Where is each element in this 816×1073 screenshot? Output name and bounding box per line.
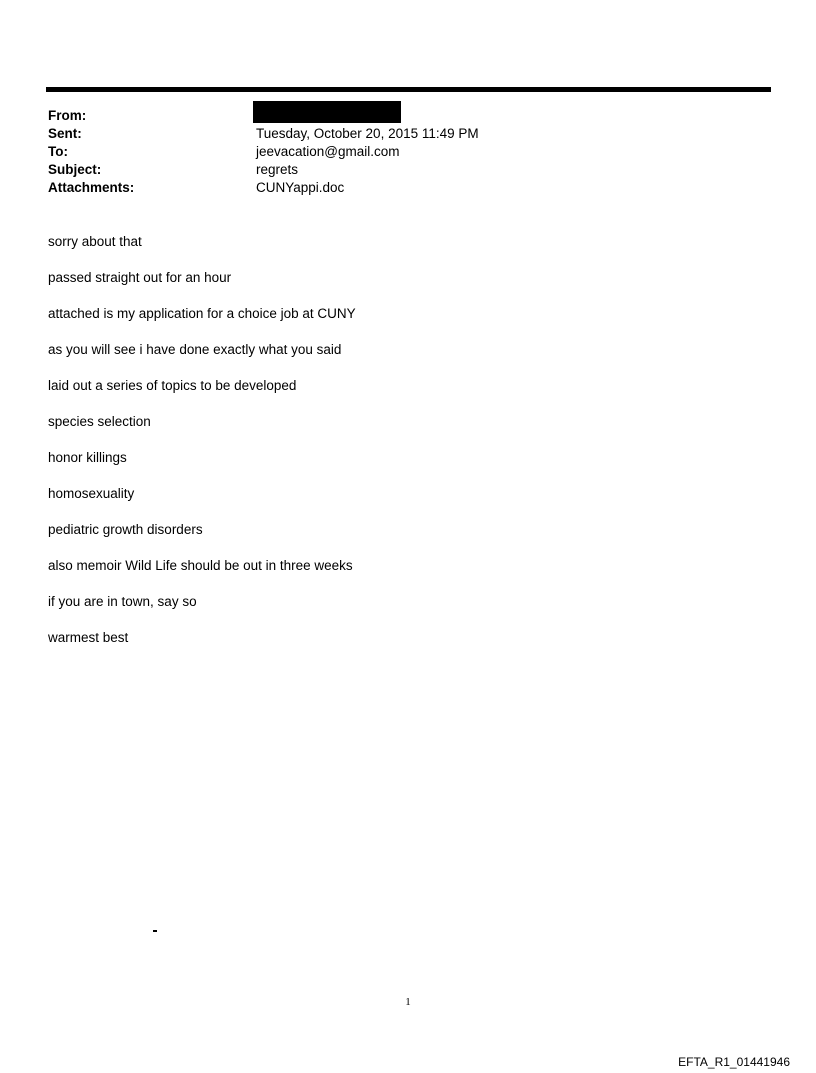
subject-value: regrets	[256, 162, 299, 177]
document-id: EFTA_R1_01441946	[678, 1055, 790, 1069]
body-line: as you will see i have done exactly what you said	[48, 342, 342, 357]
body-line: also memoir Wild Life should be out in three weeks	[48, 558, 353, 573]
page-number: 1	[405, 996, 411, 1008]
body-line: passed straight out for an hour	[48, 270, 232, 285]
stray-mark	[153, 930, 157, 932]
body-line: pediatric growth disorders	[48, 522, 203, 537]
subject-label: Subject:	[48, 162, 102, 177]
body-line: laid out a series of topics to be developed	[48, 378, 297, 393]
to-label: To:	[48, 144, 68, 159]
body-line: homosexuality	[48, 486, 135, 501]
attachments-label: Attachments:	[48, 180, 135, 195]
attachments-row	[48, 179, 748, 197]
sent-label: Sent:	[48, 126, 82, 141]
body-line: sorry about that	[48, 234, 142, 249]
from-label: From:	[48, 108, 87, 123]
header-divider	[46, 87, 771, 92]
body-line: warmest best	[48, 630, 129, 645]
body-line: species selection	[48, 414, 151, 429]
body-line: if you are in town, say so	[48, 594, 197, 609]
to-value: jeevacation@gmail.com	[256, 144, 400, 159]
to-row	[48, 143, 748, 161]
body-line: honor killings	[48, 450, 127, 465]
email-header	[48, 107, 748, 197]
sent-value: Tuesday, October 20, 2015 11:49 PM	[256, 126, 479, 141]
body-line: attached is my application for a choice job at CUNY	[48, 306, 356, 321]
from-row	[48, 107, 748, 125]
email-body	[48, 233, 768, 665]
sent-row	[48, 125, 748, 143]
attachments-value: CUNYappi.doc	[256, 180, 345, 195]
subject-row	[48, 161, 748, 179]
